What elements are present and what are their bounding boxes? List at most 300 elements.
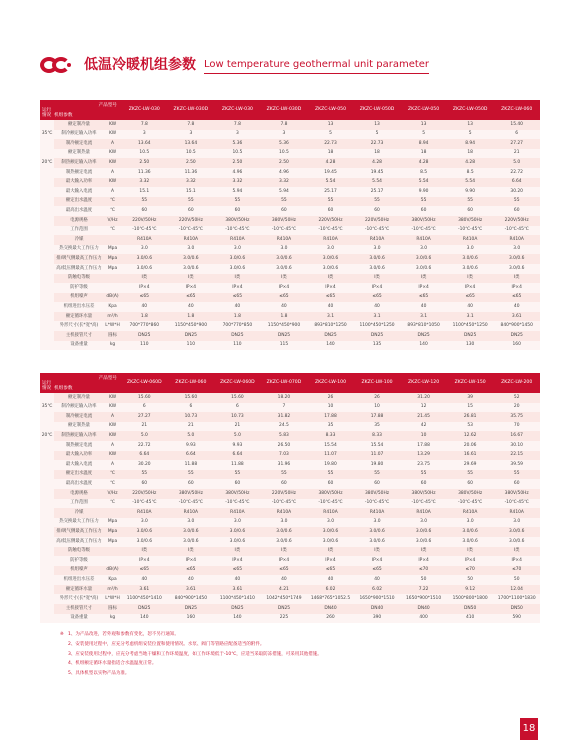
- value-cell: 3.0: [261, 518, 308, 528]
- value-cell: 30.20: [493, 187, 540, 197]
- value-cell: 12: [400, 403, 447, 413]
- value-cell: 3.0/0.6: [121, 264, 168, 274]
- value-cell: 840*900*1450: [168, 594, 215, 604]
- value-cell: I类: [214, 274, 261, 284]
- value-cell: 140: [214, 614, 261, 624]
- parameter-name: 设备重量: [54, 614, 104, 624]
- value-cell: 19.45: [354, 168, 401, 178]
- value-cell: 1042*450*1749: [261, 594, 308, 604]
- value-cell: 31.96: [261, 460, 308, 470]
- brand-logo: [40, 56, 80, 74]
- table-row: [40, 489, 540, 499]
- parameter-name: 排/吸气侧最高工作压力: [54, 527, 104, 537]
- value-cell: IP×4: [400, 556, 447, 566]
- table-row: [40, 508, 540, 518]
- value-cell: I类: [493, 274, 540, 284]
- value-cell: R410A: [261, 508, 308, 518]
- value-cell: 13: [354, 120, 401, 130]
- table-row: [40, 460, 540, 470]
- parameter-unit: ℃: [104, 479, 121, 489]
- value-cell: 3.0: [447, 245, 494, 255]
- value-cell: 18: [447, 149, 494, 159]
- value-cell: 3.0: [168, 518, 215, 528]
- parameter-name: 热交换最大工作压力: [54, 518, 104, 528]
- table-corner-header: [40, 373, 121, 393]
- parameter-unit: Mpa: [104, 527, 121, 537]
- value-cell: 220V/50Hz: [354, 216, 401, 226]
- parameter-unit: [104, 556, 121, 566]
- value-cell: 3.0: [121, 245, 168, 255]
- condition-cell: [40, 168, 54, 178]
- model-header: ZKZC-LW-120: [400, 373, 447, 393]
- value-cell: ≤65: [493, 293, 540, 303]
- value-cell: 16.61: [447, 451, 494, 461]
- table-row: [40, 556, 540, 566]
- parameter-unit: [104, 508, 121, 518]
- table-row: [40, 518, 540, 528]
- model-header: ZKZC-LW-060: [168, 373, 215, 393]
- value-cell: 1500*800*1800: [447, 594, 494, 604]
- model-header: ZKZC-LW-050D: [354, 100, 401, 120]
- parameter-unit: kg: [104, 341, 121, 351]
- condition-cell: [40, 508, 54, 518]
- value-cell: I类: [261, 274, 308, 284]
- value-cell: 8.94: [400, 139, 447, 149]
- value-cell: DN25: [400, 331, 447, 341]
- value-cell: 40: [493, 302, 540, 312]
- value-cell: 3.0/0.6: [261, 254, 308, 264]
- value-cell: 380V/50Hz: [400, 489, 447, 499]
- note-line: [60, 630, 520, 640]
- value-cell: R410A: [168, 235, 215, 245]
- value-cell: 25.17: [354, 187, 401, 197]
- parameter-name: 防触电等级: [54, 274, 104, 284]
- note-text: 1、为产品改进，若外观和参数有变化，恕不另行通知。: [68, 632, 179, 637]
- parameter-name: 制热额定输入功率: [54, 158, 104, 168]
- value-cell: 60: [307, 206, 354, 216]
- value-cell: 3.0/0.6: [493, 264, 540, 274]
- value-cell: 7.22: [400, 585, 447, 595]
- condition-cell: [40, 187, 54, 197]
- value-cell: 20.06: [447, 441, 494, 451]
- value-cell: I类: [261, 547, 308, 557]
- value-cell: 3.0/0.6: [121, 527, 168, 537]
- value-cell: IP×4: [307, 283, 354, 293]
- value-cell: 22.73: [354, 139, 401, 149]
- value-cell: R410A: [121, 508, 168, 518]
- corner-param-label: 运行 情况 机组参数: [42, 108, 73, 118]
- value-cell: 3.0/0.6: [261, 537, 308, 547]
- parameter-unit: dB(A): [104, 566, 121, 576]
- value-cell: 31.82: [261, 412, 308, 422]
- value-cell: 6.02: [307, 585, 354, 595]
- value-cell: 3.0/0.6: [121, 254, 168, 264]
- value-cell: 40: [261, 575, 308, 585]
- value-cell: 40: [168, 575, 215, 585]
- value-cell: 15.60: [214, 393, 261, 403]
- value-cell: 3.0: [307, 518, 354, 528]
- table-row: [40, 197, 540, 207]
- value-cell: 6: [493, 130, 540, 140]
- value-cell: 3.0/0.6: [307, 537, 354, 547]
- value-cell: 220V/50Hz: [307, 216, 354, 226]
- value-cell: I类: [400, 547, 447, 557]
- value-cell: 39.59: [493, 460, 540, 470]
- parameter-unit: KW: [104, 393, 121, 403]
- value-cell: 5: [354, 130, 401, 140]
- value-cell: 3.0/0.6: [307, 264, 354, 274]
- value-cell: 13: [400, 120, 447, 130]
- condition-cell: [40, 197, 54, 207]
- table-row: [40, 130, 540, 140]
- condition-cell: [40, 537, 54, 547]
- page-number: 18: [520, 718, 538, 740]
- value-cell: 40: [214, 575, 261, 585]
- parameter-name: 额定制热量: [54, 422, 104, 432]
- value-cell: 16.67: [493, 431, 540, 441]
- value-cell: IP×4: [354, 283, 401, 293]
- value-cell: 55: [168, 470, 215, 480]
- value-cell: 40: [354, 575, 401, 585]
- value-cell: 3.61: [168, 585, 215, 595]
- value-cell: 3.0: [400, 518, 447, 528]
- value-cell: IP×4: [121, 556, 168, 566]
- condition-cell: [40, 302, 54, 312]
- value-cell: 4.96: [214, 168, 261, 178]
- value-cell: 27.27: [121, 412, 168, 422]
- value-cell: 3.0/0.6: [354, 527, 401, 537]
- condition-cell: [40, 178, 54, 188]
- value-cell: R410A: [121, 235, 168, 245]
- value-cell: 5.54: [447, 178, 494, 188]
- value-cell: 1150*450*900: [168, 321, 215, 331]
- table-row: [40, 283, 540, 293]
- value-cell: DN25: [447, 331, 494, 341]
- value-cell: 3.0/0.6: [400, 254, 447, 264]
- value-cell: 11.07: [307, 451, 354, 461]
- value-cell: 3.1: [400, 312, 447, 322]
- value-cell: 10: [400, 431, 447, 441]
- value-cell: 3.0/0.6: [307, 254, 354, 264]
- condition-cell: [40, 518, 54, 528]
- value-cell: 3.0/0.6: [261, 264, 308, 274]
- value-cell: 3.0: [121, 518, 168, 528]
- value-cell: 3.0: [261, 245, 308, 255]
- value-cell: 55: [400, 197, 447, 207]
- table-row: [40, 331, 540, 341]
- value-cell: 3.0: [354, 245, 401, 255]
- value-cell: -10℃-45℃: [447, 499, 494, 509]
- value-cell: 3: [168, 130, 215, 140]
- value-cell: 55: [307, 197, 354, 207]
- value-cell: 3.32: [168, 178, 215, 188]
- value-cell: IP×4: [261, 283, 308, 293]
- table-row: [40, 479, 540, 489]
- value-cell: 19.80: [354, 460, 401, 470]
- value-cell: 60: [354, 479, 401, 489]
- parameter-unit: A: [104, 460, 121, 470]
- model-header: ZKZC-LW-070D: [261, 373, 308, 393]
- value-cell: ≤65: [261, 566, 308, 576]
- value-cell: 50: [447, 575, 494, 585]
- value-cell: 3.0: [214, 518, 261, 528]
- parameter-name: 最大输入功率: [54, 178, 104, 188]
- model-header: ZKZC-LW-030D: [261, 100, 308, 120]
- condition-cell: [40, 412, 54, 422]
- value-cell: 55: [354, 197, 401, 207]
- value-cell: 400: [400, 614, 447, 624]
- table-row: [40, 226, 540, 236]
- table-row: [40, 235, 540, 245]
- value-cell: 24.5: [261, 422, 308, 432]
- corner-model-label: 产品型号: [98, 376, 118, 381]
- parameter-name: 额定循环水量: [54, 312, 104, 322]
- value-cell: DN25: [307, 331, 354, 341]
- value-cell: 60: [493, 479, 540, 489]
- parameter-unit: dB(A): [104, 293, 121, 303]
- value-cell: 25.17: [307, 187, 354, 197]
- value-cell: 3.1: [447, 312, 494, 322]
- value-cell: 21: [493, 149, 540, 159]
- parameter-name: 工作范围: [54, 226, 104, 236]
- parameter-name: 额定循环水量: [54, 585, 104, 595]
- value-cell: -10℃-45℃: [261, 226, 308, 236]
- value-cell: IP×4: [493, 556, 540, 566]
- value-cell: 5.36: [214, 139, 261, 149]
- value-cell: 55: [261, 197, 308, 207]
- value-cell: 3.0/0.6: [447, 527, 494, 537]
- parameter-name: 高/低压侧最高工作压力: [54, 537, 104, 547]
- value-cell: DN50: [447, 604, 494, 614]
- table-row: [40, 168, 540, 178]
- value-cell: 35: [307, 422, 354, 432]
- note-text: 2、安装使用过程中，应充分考虑机组安装位置和使用情况。水泵、阀门等管路应配备适当的附件。: [68, 641, 265, 647]
- note-text: 4、机组额定循环水量指适合水温温度正常。: [68, 661, 157, 667]
- value-cell: 21: [214, 422, 261, 432]
- parameter-name: 机组进出水压差: [54, 302, 104, 312]
- value-cell: 5: [447, 130, 494, 140]
- value-cell: 3.0: [307, 245, 354, 255]
- value-cell: 260: [307, 614, 354, 624]
- value-cell: 3.61: [214, 585, 261, 595]
- value-cell: 26: [307, 393, 354, 403]
- parameter-name: 制热额定输入功率: [54, 431, 104, 441]
- value-cell: 8.33: [307, 431, 354, 441]
- value-cell: 3.61: [493, 312, 540, 322]
- value-cell: 55: [400, 470, 447, 480]
- parameter-name: 高/低压侧最高工作压力: [54, 264, 104, 274]
- model-header: ZKZC-LW-030: [214, 100, 261, 120]
- value-cell: 3.1: [354, 312, 401, 322]
- value-cell: 8.5: [447, 168, 494, 178]
- value-cell: 380V/50Hz: [168, 489, 215, 499]
- value-cell: IP×4: [121, 283, 168, 293]
- value-cell: -10℃-45℃: [214, 226, 261, 236]
- parameter-name: 冷媒: [54, 508, 104, 518]
- value-cell: 5.0: [121, 431, 168, 441]
- value-cell: 42: [400, 422, 447, 432]
- condition-cell: [40, 206, 54, 216]
- value-cell: 4.28: [447, 158, 494, 168]
- value-cell: 6.64: [121, 451, 168, 461]
- table-row: [40, 149, 540, 159]
- value-cell: 15.60: [121, 393, 168, 403]
- parameter-name: 最大输入电流: [54, 460, 104, 470]
- parameter-unit: m³/h: [104, 585, 121, 595]
- value-cell: 40: [400, 302, 447, 312]
- condition-cell: 20℃: [40, 431, 54, 441]
- value-cell: 9.12: [447, 585, 494, 595]
- value-cell: 110: [168, 341, 215, 351]
- value-cell: 19.80: [307, 460, 354, 470]
- value-cell: 13: [307, 120, 354, 130]
- value-cell: 7.8: [214, 120, 261, 130]
- value-cell: 60: [121, 479, 168, 489]
- value-cell: 10.73: [168, 412, 215, 422]
- value-cell: -10℃-45℃: [307, 499, 354, 509]
- value-cell: 3.0/0.6: [400, 527, 447, 537]
- model-header: ZKZC-LW-050: [307, 100, 354, 120]
- value-cell: -10℃-45℃: [168, 499, 215, 509]
- value-cell: 380V/50Hz: [307, 489, 354, 499]
- value-cell: R410A: [214, 235, 261, 245]
- condition-cell: [40, 274, 54, 284]
- parameter-name: 额定出水温度: [54, 470, 104, 480]
- value-cell: I类: [447, 547, 494, 557]
- value-cell: ≤65: [307, 566, 354, 576]
- value-cell: ≤65: [214, 566, 261, 576]
- value-cell: 7.8: [261, 120, 308, 130]
- value-cell: 110: [121, 341, 168, 351]
- parameter-unit: 圆标: [104, 331, 121, 341]
- value-cell: 3.1: [307, 312, 354, 322]
- condition-cell: [40, 460, 54, 470]
- parameter-unit: L*W*H: [104, 321, 121, 331]
- value-cell: 225: [261, 614, 308, 624]
- value-cell: 13: [447, 120, 494, 130]
- model-header: ZKZC-LW-100: [307, 373, 354, 393]
- value-cell: 52: [493, 393, 540, 403]
- value-cell: DN25: [214, 604, 261, 614]
- value-cell: 3.0: [214, 245, 261, 255]
- value-cell: 140: [307, 341, 354, 351]
- value-cell: ≤65: [400, 293, 447, 303]
- value-cell: -10℃-45℃: [447, 226, 494, 236]
- value-cell: 40: [168, 302, 215, 312]
- value-cell: I类: [354, 274, 401, 284]
- value-cell: 2.50: [168, 158, 215, 168]
- value-cell: 1100*450*1250: [354, 321, 401, 331]
- condition-cell: [40, 216, 54, 226]
- table-row: [40, 245, 540, 255]
- value-cell: 55: [121, 470, 168, 480]
- value-cell: DN25: [354, 331, 401, 341]
- value-cell: 115: [261, 341, 308, 351]
- parameter-unit: Mpa: [104, 537, 121, 547]
- page-header: [40, 54, 429, 74]
- table-row: [40, 393, 540, 403]
- value-cell: 2.50: [214, 158, 261, 168]
- condition-cell: [40, 283, 54, 293]
- value-cell: 380V/50Hz: [400, 216, 447, 226]
- value-cell: ≤65: [168, 566, 215, 576]
- value-cell: 390: [354, 614, 401, 624]
- table-row: [40, 206, 540, 216]
- value-cell: DN25: [168, 604, 215, 614]
- value-cell: 12.04: [493, 585, 540, 595]
- value-cell: 21: [168, 422, 215, 432]
- value-cell: I类: [168, 547, 215, 557]
- condition-cell: [40, 556, 54, 566]
- value-cell: ≤65: [307, 293, 354, 303]
- model-header: ZKZC-LW-100: [354, 373, 401, 393]
- model-header: ZKZC-LW-200: [493, 373, 540, 393]
- note-marker: ※: [60, 632, 64, 637]
- condition-cell: [40, 547, 54, 557]
- value-cell: 9.93: [168, 441, 215, 451]
- value-cell: 22.73: [307, 139, 354, 149]
- page-title-cn: 低温冷暖机组参数: [84, 57, 196, 73]
- value-cell: IP×4: [447, 283, 494, 293]
- value-cell: -10℃-45℃: [168, 226, 215, 236]
- model-header: ZKZC-LW-060D: [214, 373, 261, 393]
- parameter-name: 额定制冷量: [54, 120, 104, 130]
- value-cell: IP×4: [168, 283, 215, 293]
- value-cell: 3.0/0.6: [354, 537, 401, 547]
- parameter-unit: Mpa: [104, 264, 121, 274]
- value-cell: 70: [493, 422, 540, 432]
- parameter-unit: A: [104, 139, 121, 149]
- value-cell: I类: [447, 274, 494, 284]
- value-cell: 8.33: [354, 431, 401, 441]
- value-cell: 3.0/0.6: [447, 537, 494, 547]
- value-cell: 3.32: [214, 178, 261, 188]
- value-cell: DN40: [354, 604, 401, 614]
- value-cell: DN40: [400, 604, 447, 614]
- table-row: [40, 451, 540, 461]
- condition-cell: [40, 321, 54, 331]
- parameter-unit: A: [104, 441, 121, 451]
- condition-cell: [40, 566, 54, 576]
- value-cell: 5.0: [168, 431, 215, 441]
- table-row: [40, 312, 540, 322]
- value-cell: 7.03: [261, 451, 308, 461]
- value-cell: 2.50: [261, 158, 308, 168]
- parameter-name: 额定制热量: [54, 149, 104, 159]
- value-cell: 10.5: [261, 149, 308, 159]
- value-cell: 17.88: [307, 412, 354, 422]
- condition-cell: [40, 120, 54, 130]
- value-cell: 18: [400, 149, 447, 159]
- value-cell: 1100*450*1250: [447, 321, 494, 331]
- parameter-unit: ℃: [104, 197, 121, 207]
- parameter-unit: ℃: [104, 499, 121, 509]
- value-cell: 3.0/0.6: [168, 537, 215, 547]
- table-row: [40, 158, 540, 168]
- value-cell: R410A: [261, 235, 308, 245]
- value-cell: 30.10: [493, 441, 540, 451]
- value-cell: 6: [121, 403, 168, 413]
- note-line: [60, 640, 520, 650]
- value-cell: 7.8: [121, 120, 168, 130]
- value-cell: 220V/50Hz: [121, 489, 168, 499]
- value-cell: IP×4: [354, 556, 401, 566]
- value-cell: 1.8: [168, 312, 215, 322]
- value-cell: -10℃-45℃: [354, 499, 401, 509]
- value-cell: 6.64: [493, 178, 540, 188]
- note-line: [60, 659, 520, 669]
- value-cell: ≤70: [447, 566, 494, 576]
